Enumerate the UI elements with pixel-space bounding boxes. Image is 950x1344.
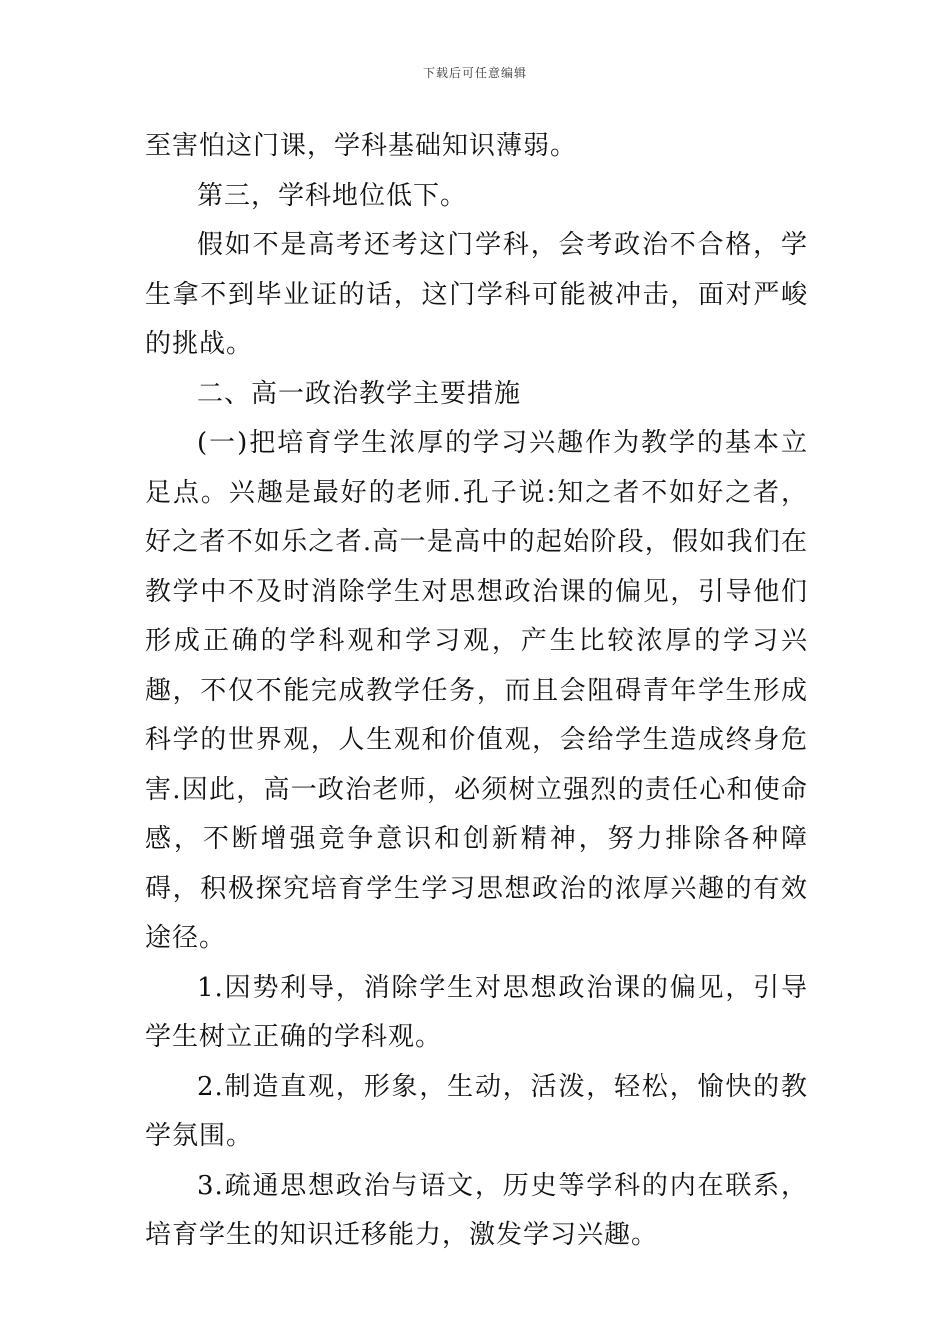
paragraph: 第三，学科地位低下。 [197,180,468,211]
paragraph: (一)把培育学生浓厚的学习兴趣作为教学的基本立足点。兴趣是最好的老师.孔子说:知之者不如好之者，好之者不如乐之者.高一是高中的起始阶段，假如我们在教学中不及时消除学生对思想政治课的偏见，引导他们形成正确的学科观和学习观，产生比较浓厚的学习兴趣，不仅不能完成教学任务，而且会阻碍青年学生形成科学的世界观，人生观和价值观，会给学生造成终身危害.因此，高一政治老师，必须树立强烈的责任心和使命感，不断增强竞争意识和创新精神，努力排除各种障碍，积极探究培育学生学习思想政治的浓厚兴趣的有效途径。 [145,428,808,953]
list-item: 2.制造直观，形象，生动，活泼，轻松，愉快的教学氛围。 [145,1071,808,1151]
list-item: 3.疏通思想政治与语文，历史等学科的内在联系，培育学生的知识迁移能力，激发学习兴趣。 [145,1170,808,1250]
list-item: 1.因势利导，消除学生对思想政治课的偏见，引导学生树立正确的学科观。 [145,972,808,1052]
section-heading: 二、高一政治教学主要措施 [197,378,522,409]
paragraph: 假如不是高考还考这门学科，会考政治不合格，学生拿不到毕业证的话，这门学科可能被冲击，面对严峻的挑战。 [145,230,808,359]
document-body [145,122,808,1261]
paragraph: 至害怕这门课，学科基础知识薄弱。 [145,131,578,161]
page-header: 下载后可任意编辑 [422,66,527,80]
